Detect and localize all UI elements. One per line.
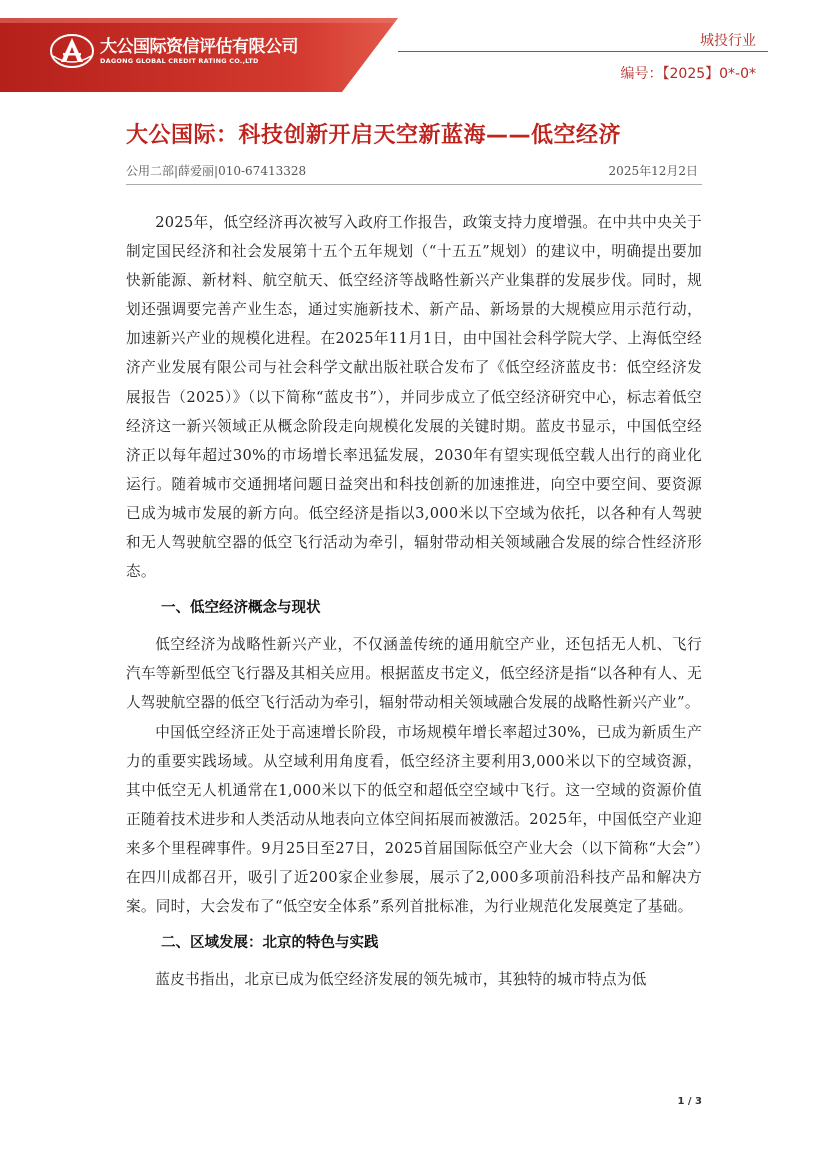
section2-paragraph-1: 蓝皮书指出，北京已成为低空经济发展的领先城市，其独特的城市特点为低	[155, 971, 647, 989]
intro-paragraph: 2025年，低空经济再次被写入政府工作报告，政策支持力度增强。在中共中央关于制定国民经济和社会发展第十五个五年规划（“十五五”规划）的建议中，明确提出要加快新能源、新材料、航空航天、低空经济等战略性新兴产业集群的发展步伐。同时，规划还强调要完善产业生态，通过实施新技术、新产品、新场景的大规模应用示范行动，加速新兴产业的规模化进程。在2025年11月1日，由中国社会科学院大学、上海低空经济产业发展有限公司与社会科学文献出版社联合发布了《低空经济蓝皮书：低空经济发展报告（2025）》（以下简称“蓝皮书”），并同步成立了低空经济研究中心，标志着低空经济这一新兴领域正从概念阶段走向规模化发展的关键时期。蓝皮书显示，中国低空经济正以每年超过30%的市场增长率迅猛发展，2030年有望实现低空载人出行的商业化运行。随着城市交通拥堵问题日益突出和科技创新的加速推进，向空中要空间、要资源已成为城市发展的新方向。低空经济是指以3,000米以下空域为依托，以各种有人驾驶和无人驾驶航空器的低空飞行活动为牵引，辐射带动相关领域融合发展的综合性经济形态。	[126, 214, 702, 581]
report-date: 2025年12月2日	[608, 164, 698, 178]
document-number: 编号：【2025】0*-0*	[620, 66, 756, 82]
section-heading-1: 一、低空经济概念与现状	[161, 600, 321, 617]
meta-divider	[126, 184, 702, 185]
section1-paragraph-1: 低空经济为战略性新兴产业，不仅涵盖传统的通用航空产业，还包括无人机、飞行汽车等新型低空飞行器及其相关应用。根据蓝皮书定义，低空经济是指“以各种有人、无人驾驶航空器的低空飞行活动为牵引，辐射带动相关领域融合发展的战略性新兴产业”。	[126, 636, 702, 712]
article-body	[126, 208, 702, 994]
page-number: 1 / 3	[677, 1096, 702, 1107]
logo-chinese-name: 大公国际资信评估有限公司	[100, 36, 298, 57]
section-heading-2: 二、区域发展：北京的特色与实践	[161, 935, 379, 952]
industry-label: 城投行业	[700, 33, 756, 49]
header-divider	[398, 51, 768, 52]
section1-paragraph-2: 中国低空经济正处于高速增长阶段，市场规模年增长率超过30%，已成为新质生产力的重要实践场域。从空域利用角度看，低空经济主要利用3,000米以下的空域资源，其中低空无人机通常在1,000米以下的低空和超低空空域中飞行。这一空域的资源价值正随着技术进步和人类活动从地表向立体空间拓展而被激活。2025年，中国低空产业迎来多个里程碑事件。9月25日至27日，2025首届国际低空产业大会（以下简称“大会”）在四川成都召开，吸引了近200家企业参展，展示了2,000多项前沿科技产品和解决方案。同时，大会发布了“低空安全体系”系列首批标准，为行业规范化发展奠定了基础。	[126, 723, 702, 916]
page-title: 大公国际：科技创新开启天空新蓝海——低空经济	[126, 123, 622, 148]
dagong-logo-icon	[48, 32, 96, 70]
logo-english-name: DAGONG GLOBAL CREDIT RATING CO.,LTD	[100, 56, 259, 65]
author-line: 公用二部|薛爱丽|010-67413328	[126, 164, 307, 178]
company-logo	[48, 32, 298, 70]
